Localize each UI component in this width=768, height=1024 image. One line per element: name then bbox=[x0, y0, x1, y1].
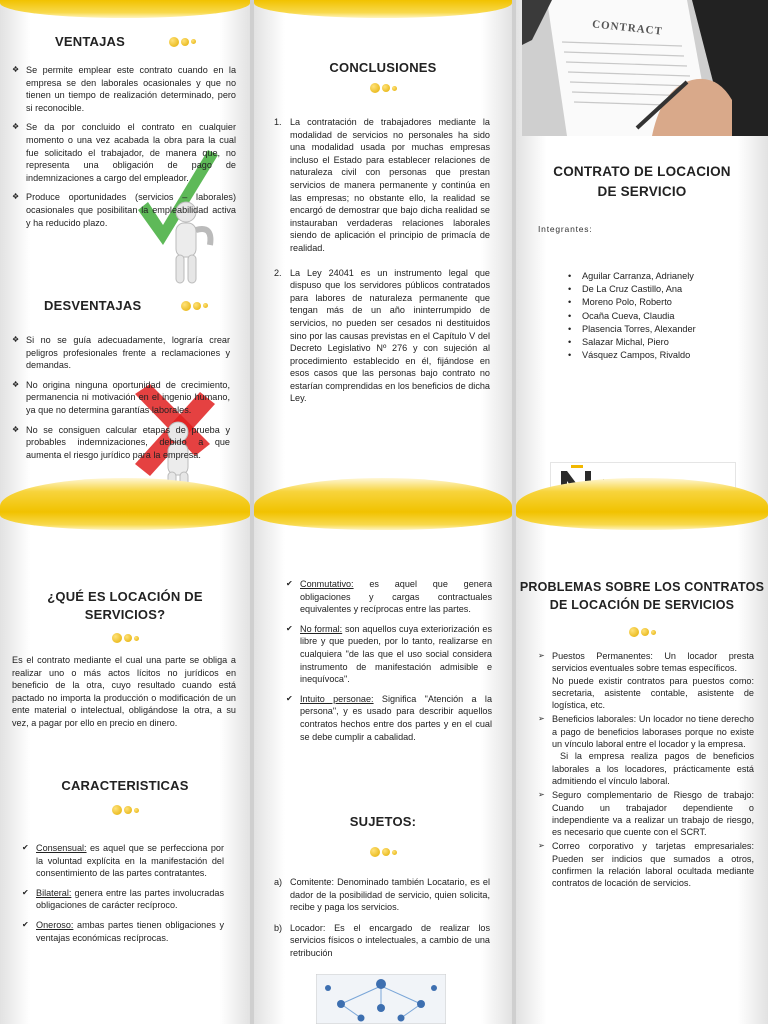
list-item: b) Locador: Es el encargado de realizar los servicios físicos o intelectuales, a cambio de una retribución bbox=[274, 922, 490, 958]
integrantes-label: Integrantes: bbox=[538, 224, 593, 234]
desventajas-title: DESVENTAJAS bbox=[44, 298, 142, 313]
list-item: ❖ Si no se guía adecuadamente, lograría crear peligros profesionales frente a reclamaciones y demandas. bbox=[12, 335, 230, 371]
caracteristicas-title: CARACTERISTICAS bbox=[61, 778, 189, 793]
list-item: ➢ Puestos Permanentes: Un locador presta servicios eventuales sobre temas específicos. No puede existir contratos para puestos como: secretaria, asistente contable, asistente de logística, etc. bbox=[538, 651, 754, 711]
list-item: ✔ Consensual: es aquel que se perfecciona por la voluntad explícita en la manifestación del consentimiento de las partes contratantes. bbox=[22, 843, 224, 879]
cover-title-line1: CONTRATO DE LOCACION bbox=[553, 164, 731, 179]
list-item: ➢ Seguro complementario de Riesgo de trabajo: Cuando un trabajador dependiente o independiente va a realizar un trabajo de riesgo, es necesario que cuente con el SCRT. bbox=[538, 790, 754, 838]
que-es-title-line1: ¿QUÉ ES LOCACIÓN DE bbox=[47, 589, 203, 604]
dots-icon bbox=[516, 626, 768, 638]
dots-icon bbox=[181, 300, 208, 312]
sujetos-list bbox=[264, 876, 490, 964]
yellow-band-top bbox=[254, 0, 512, 18]
ventajas-list bbox=[10, 64, 236, 236]
yellow-band-bottom bbox=[254, 478, 512, 512]
cover-title-line2: DE SERVICIO bbox=[597, 184, 687, 199]
caracteristicas-list-2 bbox=[284, 578, 492, 750]
panel-cover bbox=[516, 0, 768, 512]
list-item: • Vásquez Campos, Rivaldo bbox=[568, 350, 691, 361]
panel-conclusiones bbox=[254, 0, 512, 512]
list-item: • Ocaña Cueva, Claudia bbox=[568, 310, 675, 321]
conclusiones-title: CONCLUSIONES bbox=[329, 60, 437, 75]
dots-icon bbox=[254, 846, 512, 858]
network-people-icon bbox=[316, 974, 446, 1024]
list-item: ❖ Se da por concluido el contrato en cualquier momento o una vez acabada la obra para la cual fue solicitado el trabajador, de manera que, no representa una obligación de pago de indemnizaciones a cargo del empleador. bbox=[12, 122, 236, 183]
brochure-inside bbox=[0, 512, 768, 1024]
list-item: ❖ Produce oportunidades (servicios – laborales) ocasionales que posibilitan la empleabilidad activa y ha reducido plazo. bbox=[12, 192, 236, 228]
list-item: 2. La Ley 24041 es un instrumento legal que dispuso que los servidores públicos contratados para labores de naturaleza permanente que tengan más de un año ininterrumpido de servicios, no pueden ser cesados ni destituidos sino por las causas previstas en el Capítulo V del Decreto Legislativo Nº 276 y con sujeción al procedimiento establecido en él, fijándose en esos casos que las personas bajo contrato no estarían comprendidas en los beneficios de dicha Ley. bbox=[274, 267, 490, 404]
list-item: ❖ No origina ninguna oportunidad de crecimiento, permanencia ni motivación en el ingenio humano, ya que no determina garantías laborales. bbox=[12, 379, 230, 415]
panel-sujetos bbox=[254, 512, 512, 1024]
list-item: ➢ Beneficios laborales: Un locador no tiene derecho a pago de beneficios laborases porque no existe un vínculo laboral entre el locador y la empresa. Si la empresa realiza pagos de beneficios laborales a los locadores, prácticamente está admitiendo el vínculo laboral. bbox=[538, 714, 754, 786]
list-item: 1. La contratación de trabajadores mediante la modalidad de servicios no personales ha sido una modalidad usada por muchas empresas incluso el Estado para establecer relaciones de naturaleza civil con personas que prestan servicios de manera permanente y continúa en las empresas; no obstante ello, la realidad se encargó de demostrar que bajo dicha realidad se instauraban verdaderas relaciones laborales siendo de aplicación el principio de primacía de realidad. bbox=[274, 117, 490, 253]
que-es-text: Es el contrato mediante el cual una parte se obliga a realizar uno o más actos lícitos no jurídicos en beneficio de la otra, cuyo resultado cuando está pactado no importa la producción o modificación de un ente material o intelectual, obligándose la otra, a su vez, a pagar por ello en precio en dinero. bbox=[12, 655, 236, 728]
list-item: • Moreno Polo, Roberto bbox=[568, 297, 672, 308]
list-item: ➢ Correo corporativo y tarjetas empresariales: Pueden ser indicios que sumados a otros, confirmen la relación laboral ocultada mediante contratos de locación de servicios. bbox=[538, 841, 754, 889]
desventajas-list bbox=[10, 334, 230, 468]
contract-signing-photo bbox=[522, 0, 768, 136]
yellow-band-top bbox=[516, 512, 768, 530]
list-item: ✔ Intuito personae: Significa "Atención a la persona", y es usado para describir aquellos contratos hechos entre dos partes y en el cual se debe cumplir a cabalidad. bbox=[286, 693, 493, 742]
ventajas-title: VENTAJAS bbox=[55, 34, 125, 49]
yellow-band-top bbox=[0, 0, 250, 18]
panel-ventajas bbox=[0, 0, 250, 512]
list-item: ✔ Oneroso: ambas partes tienen obligaciones y ventajas económicas recíprocas. bbox=[22, 919, 224, 943]
problemas-title-line1: PROBLEMAS SOBRE LOS CONTRATOS bbox=[519, 580, 765, 594]
members-list bbox=[568, 270, 696, 362]
list-item: • Plasencia Torres, Alexander bbox=[568, 323, 696, 334]
sujetos-title: SUJETOS: bbox=[349, 814, 417, 829]
panel-problemas bbox=[516, 512, 768, 1024]
list-item: • Aguilar Carranza, Adrianely bbox=[568, 271, 694, 281]
dots-icon bbox=[0, 804, 250, 816]
list-item: • Salazar Michal, Piero bbox=[568, 337, 669, 348]
que-es-title-line2: SERVICIOS? bbox=[84, 607, 166, 622]
list-item: ✔ Conmutativo: es aquel que genera obligaciones y cargas contractuales equivalentes y recíprocas entre las partes. bbox=[286, 579, 492, 615]
list-item: a) Comitente: Denominado también Locatario, es el dador de la posibilidad de servicio, quien solicita, recibe y paga los servicios. bbox=[274, 877, 490, 913]
problemas-list bbox=[536, 650, 754, 892]
problemas-title-line2: DE LOCACIÓN DE SERVICIOS bbox=[549, 598, 735, 612]
dots-icon bbox=[254, 82, 512, 94]
conclusiones-list bbox=[264, 116, 490, 417]
list-item: ❖ No se consiguen calcular etapas de prueba y probables indemnizaciones, debido a que aumenta el riesgo jurídico para la empresa. bbox=[12, 424, 230, 460]
photo-contract-word: CONTRACT bbox=[591, 18, 664, 38]
list-item: ❖ Se permite emplear este contrato cuando en la empresa se den laborales ocasionales y que no tienen un tiempo de realización determinado, pero si reconocible. bbox=[12, 65, 236, 113]
yellow-band-top bbox=[254, 512, 512, 530]
panel-que-es bbox=[0, 512, 250, 1024]
caracteristicas-list-1 bbox=[20, 842, 224, 951]
yellow-band-top bbox=[0, 512, 250, 530]
contract-photo-icon bbox=[522, 0, 768, 136]
list-item: • De La Cruz Castillo, Ana bbox=[568, 284, 683, 295]
dots-icon bbox=[0, 632, 250, 644]
dots-icon bbox=[169, 36, 196, 48]
list-item: ✔ No formal: son aquellos cuya exteriorización es libre y que pueden, por lo tanto, realizarse en cualquiera "de las que el uso social considera instrumento de manifestación admisible e inequívoca". bbox=[286, 623, 492, 685]
list-item: ✔ Bilateral: genera entre las partes involucradas obligaciones de carácter recíproco. bbox=[22, 887, 224, 911]
